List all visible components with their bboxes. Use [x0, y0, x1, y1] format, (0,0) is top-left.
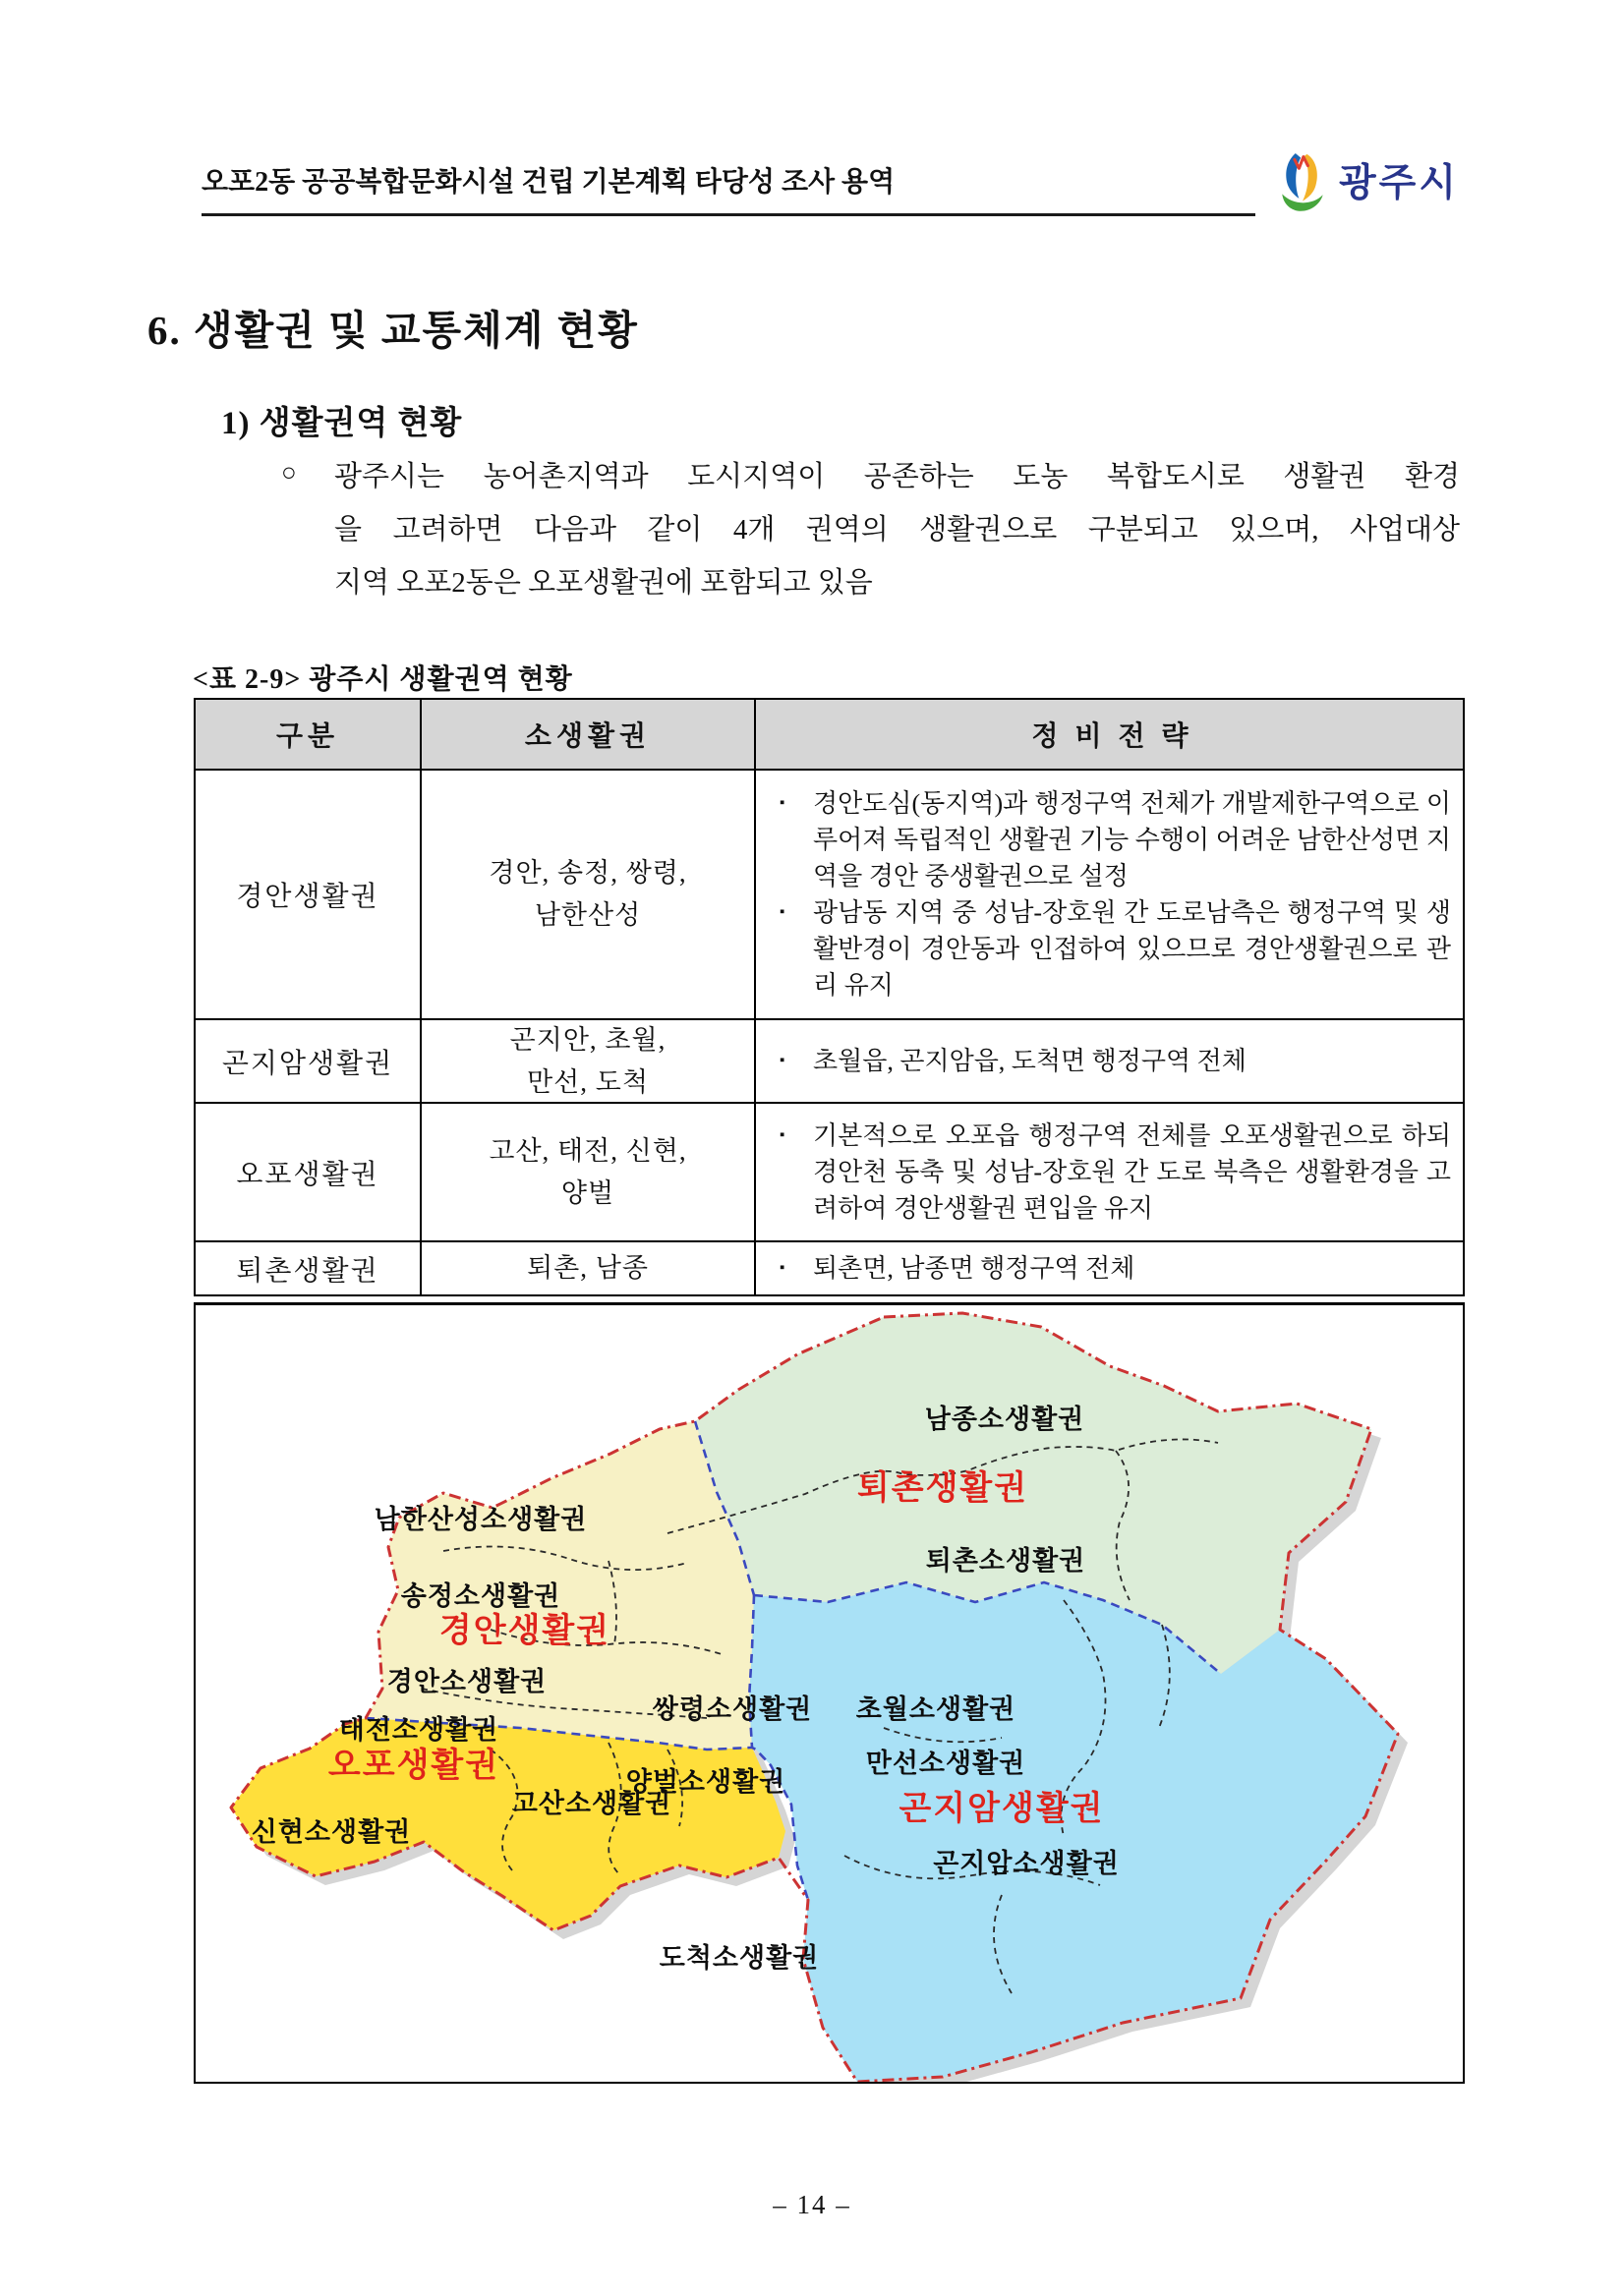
col-header-sub-area: 소생활권 — [422, 700, 756, 769]
strategy-text: 초월읍, 곤지암읍, 도척면 행정구역 전체 — [813, 1047, 1247, 1075]
living-area-table — [194, 698, 1465, 1296]
square-bullet-icon: ▪ — [780, 904, 785, 920]
section-subtitle: 1) 생활권역 현황 — [221, 406, 463, 441]
living-area-map-box — [194, 1302, 1465, 2084]
map-label-ssangryeong: 쌍령소생활권 — [652, 1694, 813, 1725]
sub-area-line: 고산, 태전, 신현, — [489, 1135, 687, 1166]
map-label-chowol: 초월소생활권 — [855, 1694, 1016, 1725]
square-bullet-icon: ▪ — [780, 1127, 785, 1143]
sub-area-line: 퇴촌, 남종 — [527, 1253, 649, 1283]
page-number: – 14 – — [773, 2190, 851, 2219]
strategy-text: 경안도심(동지역)과 행정구역 전체가 개발제한구역으로 이루어져 독립적인 생활권 기능 수행이 어려운 남한산성면 지역을 경안 중생활권으로 설정 — [813, 789, 1451, 890]
strategy-text: 광남동 지역 중 성남-장호원 간 도로남측은 행정구역 및 생활반경이 경안동과 인접하여 있으므로 경안생활권으로 관리 유지 — [813, 898, 1451, 1000]
map-label-gyeongan-major: 경안생활권 — [438, 1611, 611, 1649]
table-row-toechon — [196, 1240, 1463, 1294]
strategy-item — [774, 1250, 1451, 1287]
table-caption: <표 2-9> 광주시 생활권역 현황 — [193, 664, 573, 695]
gwangju-city-logo — [1276, 147, 1459, 212]
map-label-songjeong: 송정소생활권 — [400, 1581, 561, 1612]
col-header-strategy: 정 비 전 략 — [1031, 721, 1193, 752]
logo-text: 광주시 — [1339, 162, 1460, 204]
paragraph-line: 을 고려하면 다음과 같이 4개 권역의 생활권으로 구분되고 있으며, 사업대상 — [334, 514, 1460, 545]
header-rule — [202, 213, 1255, 216]
map-label-yangbeol: 양벌소생활권 — [625, 1767, 786, 1798]
map-label-manseon: 만선소생활권 — [865, 1749, 1026, 1779]
zone-name: 곤지암생활권 — [196, 1020, 422, 1102]
strategy-item — [774, 1043, 1451, 1079]
zone-name: 경안생활권 — [196, 771, 422, 1018]
map-label-taejeon: 태전소생활권 — [338, 1715, 499, 1746]
table-row-opo — [196, 1102, 1463, 1240]
square-bullet-icon: ▪ — [780, 1260, 785, 1276]
sub-area-line: 경안, 송정, 쌍령, — [489, 858, 687, 888]
strategy-item — [774, 1118, 1451, 1227]
paragraph-line: 광주시는 농어촌지역과 도시지역이 공존하는 도농 복합도시로 생활권 환경 — [334, 461, 1460, 492]
city-emblem-icon — [1276, 147, 1329, 212]
col-header-gubun: 구분 — [196, 700, 422, 769]
strategy-text: 기본적으로 오포읍 행정구역 전체를 오포생활권으로 하되 경안천 동축 및 성남-장호원 간 도로 북측은 생활환경을 고려하여 경안생활권 편입을 유지 — [813, 1121, 1451, 1223]
circle-bullet-icon: ○ — [281, 458, 297, 487]
map-label-gosan: 고산소생활권 — [511, 1789, 672, 1819]
map-label-toechon-minor: 퇴촌소생활권 — [925, 1546, 1086, 1577]
map-label-gyeongan-minor: 경안소생활권 — [386, 1667, 548, 1697]
map-label-toechon-major: 퇴촌생활권 — [856, 1468, 1029, 1507]
sub-area-line: 양벌 — [560, 1177, 615, 1208]
map-label-opo-major: 오포생활권 — [327, 1746, 500, 1784]
table-row-gyeongan — [196, 769, 1463, 1018]
header-title: 오포2동 공공복합문화시설 건립 기본계획 타당성 조사 용역 — [202, 167, 896, 198]
zone-name: 퇴촌생활권 — [196, 1242, 422, 1294]
living-area-map — [196, 1305, 1463, 2082]
region-gonjiam — [749, 1582, 1398, 2082]
table-header-row — [196, 700, 1463, 769]
section-title: 6. 생활권 및 교통체계 현황 — [147, 308, 639, 353]
map-label-namhansanseong: 남한산성소생활권 — [374, 1505, 588, 1535]
square-bullet-icon: ▪ — [780, 795, 785, 811]
zone-name: 오포생활권 — [196, 1104, 422, 1240]
map-label-sinhyeon: 신현소생활권 — [251, 1817, 412, 1848]
map-label-gonjiam-major: 곤지암생활권 — [899, 1789, 1105, 1827]
sub-area-line: 남한산성 — [534, 900, 642, 930]
paragraph-line: 지역 오포2동은 오포생활권에 포함되고 있음 — [334, 567, 873, 599]
square-bullet-icon: ▪ — [780, 1053, 785, 1068]
table-row-gonjiam — [196, 1018, 1463, 1102]
sub-area-line: 만선, 도척 — [527, 1066, 649, 1097]
map-label-docheok: 도척소생활권 — [659, 1943, 820, 1974]
strategy-text: 퇴촌면, 남종면 행정구역 전체 — [813, 1254, 1135, 1283]
strategy-item — [774, 785, 1451, 894]
sub-area-line: 곤지안, 초월, — [509, 1024, 667, 1055]
map-label-namjong: 남종소생활권 — [924, 1405, 1085, 1435]
strategy-item — [774, 894, 1451, 1004]
intro-paragraph — [334, 450, 1460, 609]
map-label-gonjiam-minor: 곤지암소생활권 — [933, 1849, 1120, 1879]
